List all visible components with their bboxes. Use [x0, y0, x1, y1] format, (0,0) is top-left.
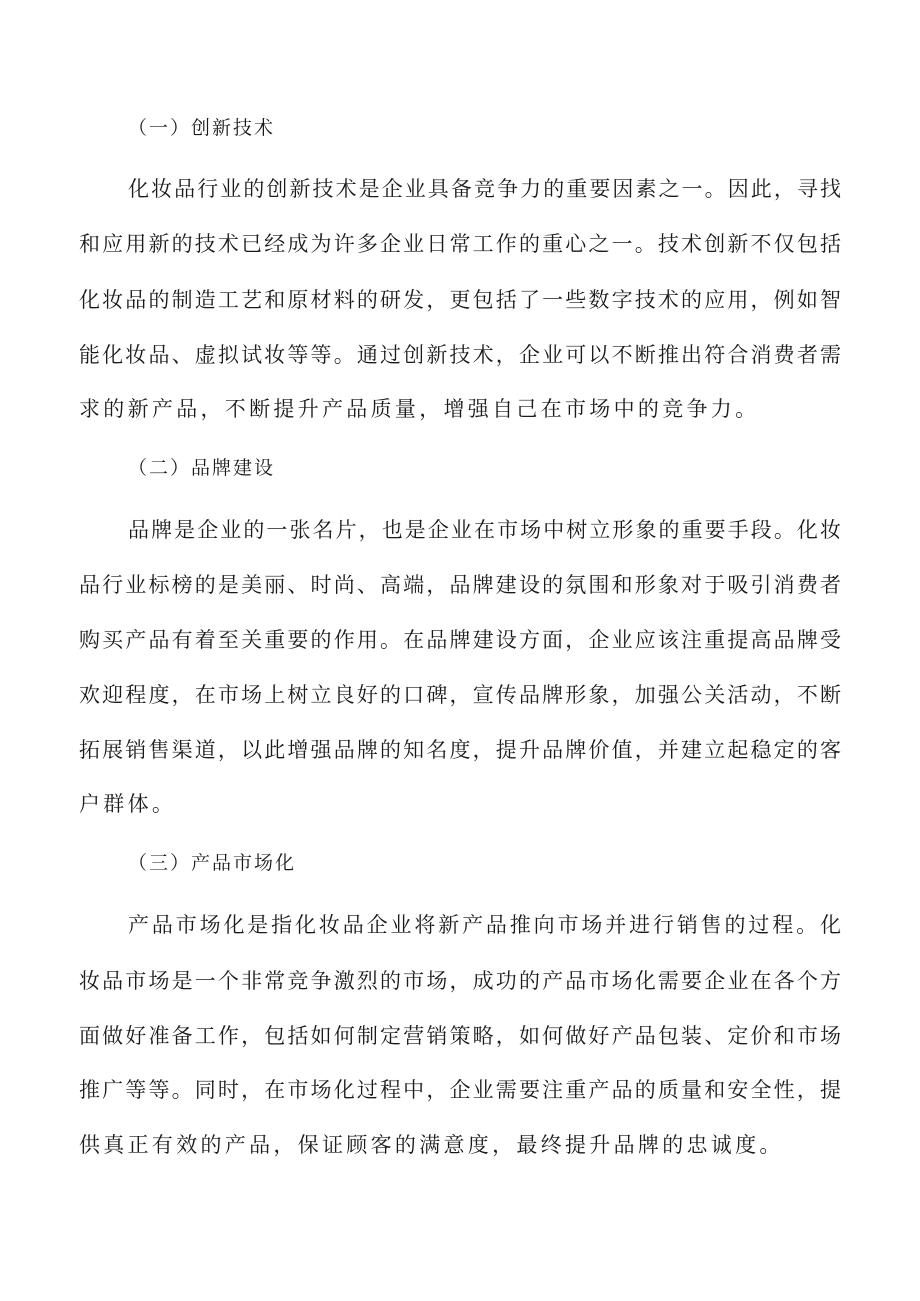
- paragraph-line: 面做好准备工作，包括如何制定营销策略，如何做好产品包装、定价和市场: [79, 1024, 841, 1048]
- paragraph-line: 品行业标榜的是美丽、时尚、高端，品牌建设的氛围和形象对于吸引消费者: [79, 573, 841, 597]
- paragraph-line: 欢迎程度，在市场上树立良好的口碑，宣传品牌形象，加强公关活动，不断: [79, 683, 841, 707]
- section-heading-3: （三）产品市场化: [128, 852, 297, 874]
- paragraph-line: 户群体。: [79, 792, 177, 816]
- paragraph-line: 拓展销售渠道，以此增强品牌的知名度，提升品牌价值，并建立起稳定的客: [79, 738, 841, 762]
- paragraph-line: 推广等等。同时，在市场化过程中，企业需要注重产品的质量和安全性，提: [79, 1078, 841, 1102]
- paragraph-line: 和应用新的技术已经成为许多企业日常工作的重心之一。技术创新不仅包括: [79, 232, 841, 256]
- paragraph-line: 供真正有效的产品，保证顾客的满意度，最终提升品牌的忠诚度。: [79, 1133, 784, 1157]
- section-heading-1: （一）创新技术: [128, 117, 276, 139]
- paragraph-line: 求的新产品，不断提升产品质量，增强自己在市场中的竞争力。: [79, 397, 760, 421]
- paragraph-line: 化妆品的制造工艺和原材料的研发，更包括了一些数字技术的应用，例如智: [79, 288, 841, 312]
- paragraph-line: 产品市场化是指化妆品企业将新产品推向市场并进行销售的过程。化: [128, 913, 841, 937]
- paragraph-line: 购买产品有着至关重要的作用。在品牌建设方面，企业应该注重提高品牌受: [79, 628, 841, 652]
- paragraph-line: 品牌是企业的一张名片，也是企业在市场中树立形象的重要手段。化妆: [128, 518, 841, 542]
- paragraph-line: 能化妆品、虚拟试妆等等。通过创新技术，企业可以不断推出符合消费者需: [79, 343, 841, 367]
- section-heading-2: （二）品牌建设: [128, 457, 276, 479]
- paragraph-line: 妆品市场是一个非常竞争激烈的市场，成功的产品市场化需要企业在各个方: [79, 969, 841, 993]
- paragraph-line: 化妆品行业的创新技术是企业具备竞争力的重要因素之一。因此，寻找: [128, 177, 841, 201]
